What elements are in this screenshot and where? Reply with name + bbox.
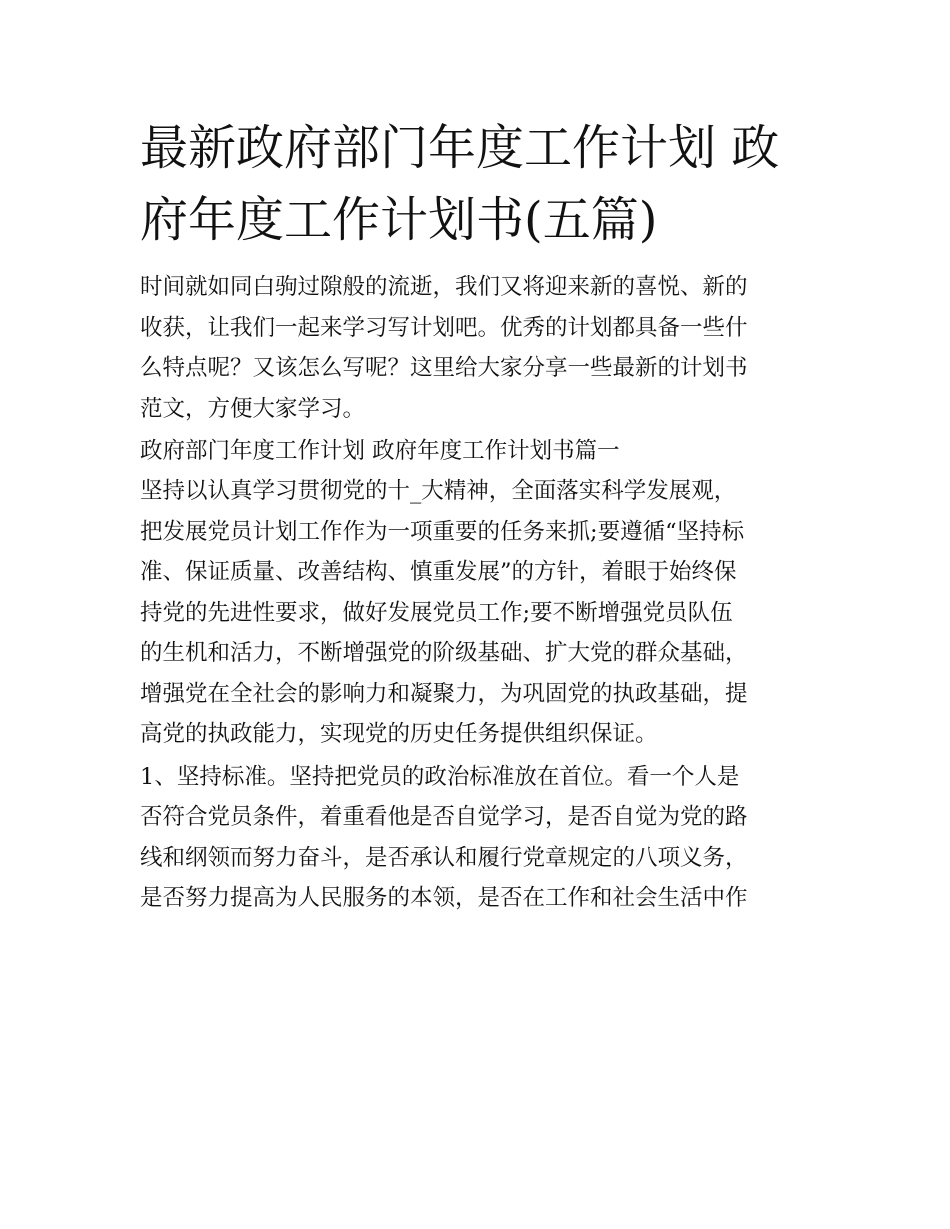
section-heading: 政府部门年度工作计划 政府年度工作计划书篇一: [140, 438, 620, 464]
text-line: 是否努力提高为人民服务的本领，是否在工作和社会生活中作: [140, 885, 748, 911]
document-content: [140, 112, 812, 919]
body-paragraph-1: [140, 471, 812, 755]
intro-paragraph: [140, 267, 812, 429]
text-line: 范文，方便大家学习。: [140, 395, 366, 422]
text-line: 持党的先进性要求，做好发展党员工作;要不断增强党员队伍: [140, 599, 733, 626]
text-line: 时间就如同白驹过隙般的流逝，我们又将迎来新的喜悦、新的: [140, 274, 748, 300]
text-line: 增强党在全社会的影响力和凝聚力，为巩固党的执政基础，提: [140, 680, 748, 707]
text-line: 的生机和活力，不断增强党的阶级基础、扩大党的群众基础，: [140, 640, 748, 666]
text-line: 坚持以认真学习贯彻党的十_大精神，全面落实科学发展观，: [140, 478, 737, 504]
text-line: 否符合党员条件，着重看他是否自觉学习，是否自觉为党的路: [140, 804, 748, 830]
text-line: 收获，让我们一起来学习写计划吧。优秀的计划都具备一些什: [140, 314, 748, 341]
text-line: 高党的执政能力，实现党的历史任务提供组织保证。: [140, 721, 658, 747]
body-paragraph-2: [140, 757, 812, 919]
title-line: 最新政府部门年度工作计划 政: [140, 120, 780, 176]
text-line: 么特点呢？又该怎么写呢？这里给大家分享一些最新的计划书: [140, 355, 748, 381]
text-line: 准、保证质量、改善结构、慎重发展”的方针，着眼于始终保: [140, 559, 737, 585]
title-line: 府年度工作计划书(五篇): [140, 192, 658, 248]
text-line: 1、坚持标准。坚持把党员的政治标准放在首位。看一个人是: [140, 763, 740, 790]
text-line: 线和纲领而努力奋斗，是否承认和履行党章规定的八项义务，: [140, 844, 748, 871]
text-line: 把发展党员计划工作作为一项重要的任务来抓;要遵循“坚持标: [140, 518, 745, 545]
document-title: [140, 112, 812, 256]
